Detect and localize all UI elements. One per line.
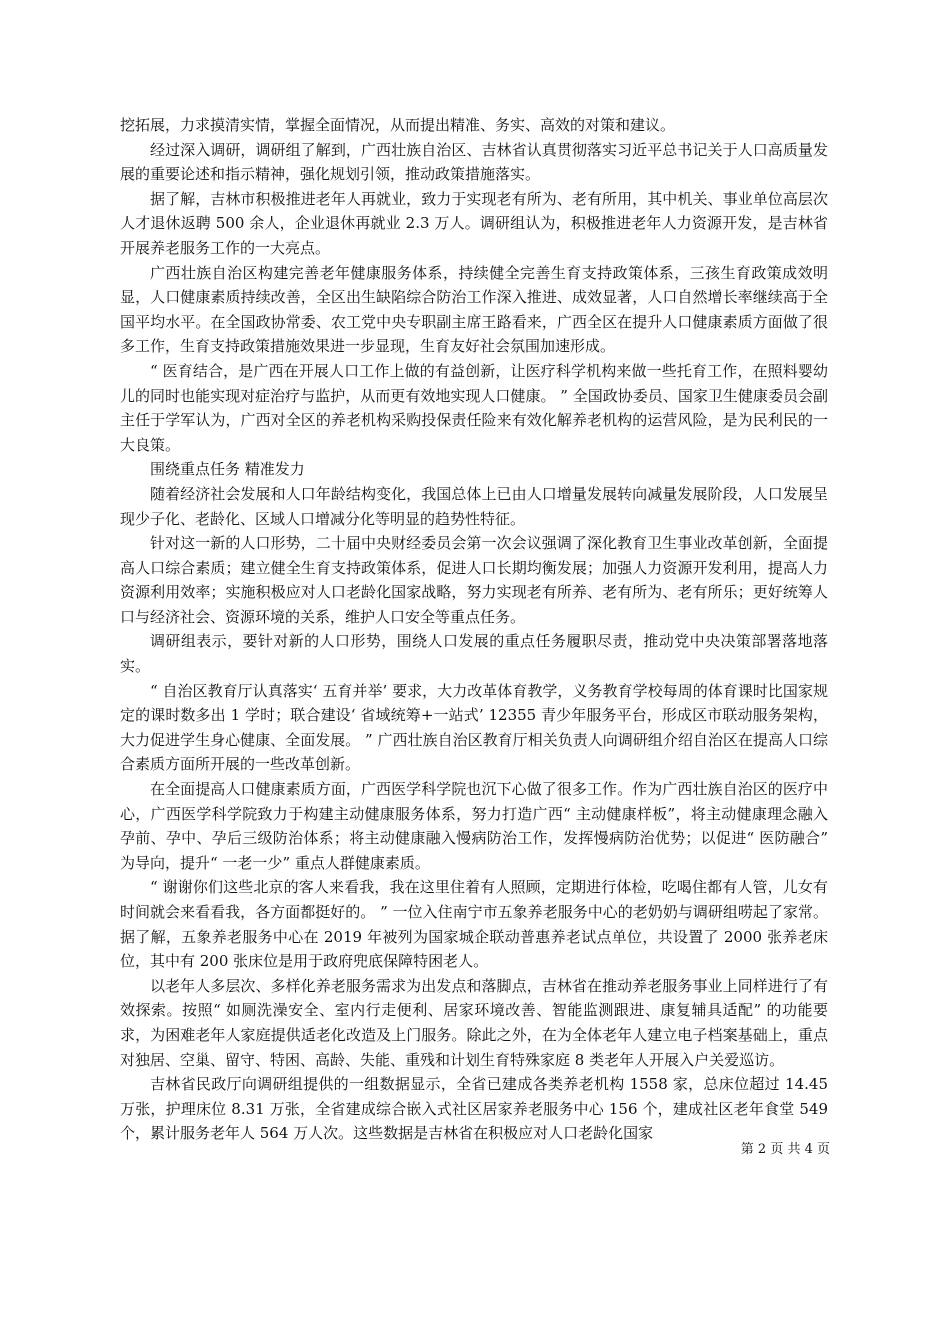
paragraph: “ 医育结合，是广西在开展人口工作上做的有益创新，让医疗科学机构来做一些托育工作，在照料婴幼儿的同时也能实现对症治疗与监护，从而更有效地实现人口健康。 ” 全国政协委员、国家卫生健康委员会副主任于学军认为，广西对全区的养老机构采购投保责任险来有效化解养老机构的运营风险，是为民利民的一大良策。 xyxy=(120,361,828,454)
paragraph: 调研组表示，要针对新的人口形势，围绕人口发展的重点任务履职尽责，推动党中央决策部署落地落实。 xyxy=(120,632,828,676)
paragraph: 挖拓展，力求摸清实情，掌握全面情况，从而提出精准、务实、高效的对策和建议。 xyxy=(120,116,676,134)
paragraph: 在全面提高人口健康素质方面，广西医学科学院也沉下心做了很多工作。作为广西壮族自治区的医疗中心，广西医学科学院致力于构建主动健康服务体系，努力打造广西“ 主动健康样板”，将主动健康理念融入孕前、孕中、孕后三级防治体系；将主动健康融入慢病防治工作，发挥慢病防治优势；以促进“ 医防融合” 为导向，提升“ 一老一少” 重点人群健康素质。 xyxy=(120,780,828,872)
page-number-footer: 第 2 页 共 4 页 xyxy=(740,1142,830,1157)
document-body xyxy=(120,113,828,1146)
paragraph: 以老年人多层次、多样化养老服务需求为出发点和落脚点，吉林省在推动养老服务事业上同样进行了有效探索。按照“ 如厕洗澡安全、室内行走便利、居家环境改善、智能监测跟进、康复辅具适配” 的功能要求，为困难老年人家庭提供适老化改造及上门服务。除此之外，在为全体老年人建立电子档案基础上，重点对独居、空巢、留守、特困、高龄、失能、重残和计划生育特殊家庭 8 类老年人开展入户关爱巡访。 xyxy=(120,976,828,1069)
paragraph: 广西壮族自治区构建完善老年健康服务体系，持续健全完善生育支持政策体系，三孩生育政策成效明显，人口健康素质持续改善，全区出生缺陷综合防治工作深入推进、成效显著，人口自然增长率继续高于全国平均水平。在全国政协常委、农工党中央专职副主席王路看来，广西全区在提升人口健康素质方面做了很多工作，生育支持政策措施效果进一步显现，生育友好社会氛围加速形成。 xyxy=(120,263,828,356)
paragraph: “ 自治区教育厅认真落实‘ 五育并举’ 要求，大力改革体育教学，义务教育学校每周的体育课时比国家规定的课时数多出 1 学时；联合建设‘ 省域统筹+一站式’ 12355 青少年服务平台，形成区市联动服务架构，大力促进学生身心健康、全面发展。 ” 广西壮族自治区教育厅相关负责人向调研组介绍自治区在提高人口综合素质方面所开展的一些改革创新。 xyxy=(120,681,828,774)
paragraph: 吉林省民政厅向调研组提供的一组数据显示，全省已建成各类养老机构 1558 家，总床位超过 14.45 万张，护理床位 8.31 万张，全省建成综合嵌入式社区居家养老服务中心 156 个，建成社区老年食堂 549 个，累计服务老年人 564 万人次。这些数据是吉林省在积极应对人口老龄化国家 xyxy=(120,1075,828,1143)
paragraph: 据了解，吉林市积极推进老年人再就业，致力于实现老有所为、老有所用，其中机关、事业单位高层次人才退休返聘 500 余人，企业退休再就业 2.3 万人。调研组认为，积极推进老年人力资源开发，是吉林省开展养老服务工作的一大亮点。 xyxy=(120,189,828,257)
paragraph: 针对这一新的人口形势，二十届中央财经委员会第一次会议强调了深化教育卫生事业改革创新，全面提高人口综合素质；建立健全生育支持政策体系，促进人口长期均衡发展；加强人力资源开发利用，提高人力资源利用效率；实施积极应对人口老龄化国家战略，努力实现老有所养、老有所为、老有所乐；更好统筹人口与经济社会、资源环境的关系，维护人口安全等重点任务。 xyxy=(120,534,828,626)
paragraph: “ 谢谢你们这些北京的客人来看我，我在这里住着有人照顾，定期进行体检，吃喝住都有人管，儿女有时间就会来看看我，各方面都挺好的。 ” 一位入住南宁市五象养老服务中心的老奶奶与调研组唠起了家常。据了解，五象养老服务中心在 2019 年被列为国家城企联动普惠养老试点单位，共设置了 2000 张养老床位，其中有 200 张床位是用于政府兜底保障特困老人。 xyxy=(120,878,828,971)
paragraph: 经过深入调研，调研组了解到，广西壮族自治区、吉林省认真贯彻落实习近平总书记关于人口高质量发展的重要论述和指示精神，强化规划引领，推动政策措施落实。 xyxy=(120,140,828,184)
section-heading: 围绕重点任务 精准发力 xyxy=(150,460,305,479)
paragraph: 随着经济社会发展和人口年龄结构变化，我国总体上已由人口增量发展转向减量发展阶段，人口发展呈现少子化、老龄化、区域人口增减分化等明显的趋势性特征。 xyxy=(120,484,828,528)
